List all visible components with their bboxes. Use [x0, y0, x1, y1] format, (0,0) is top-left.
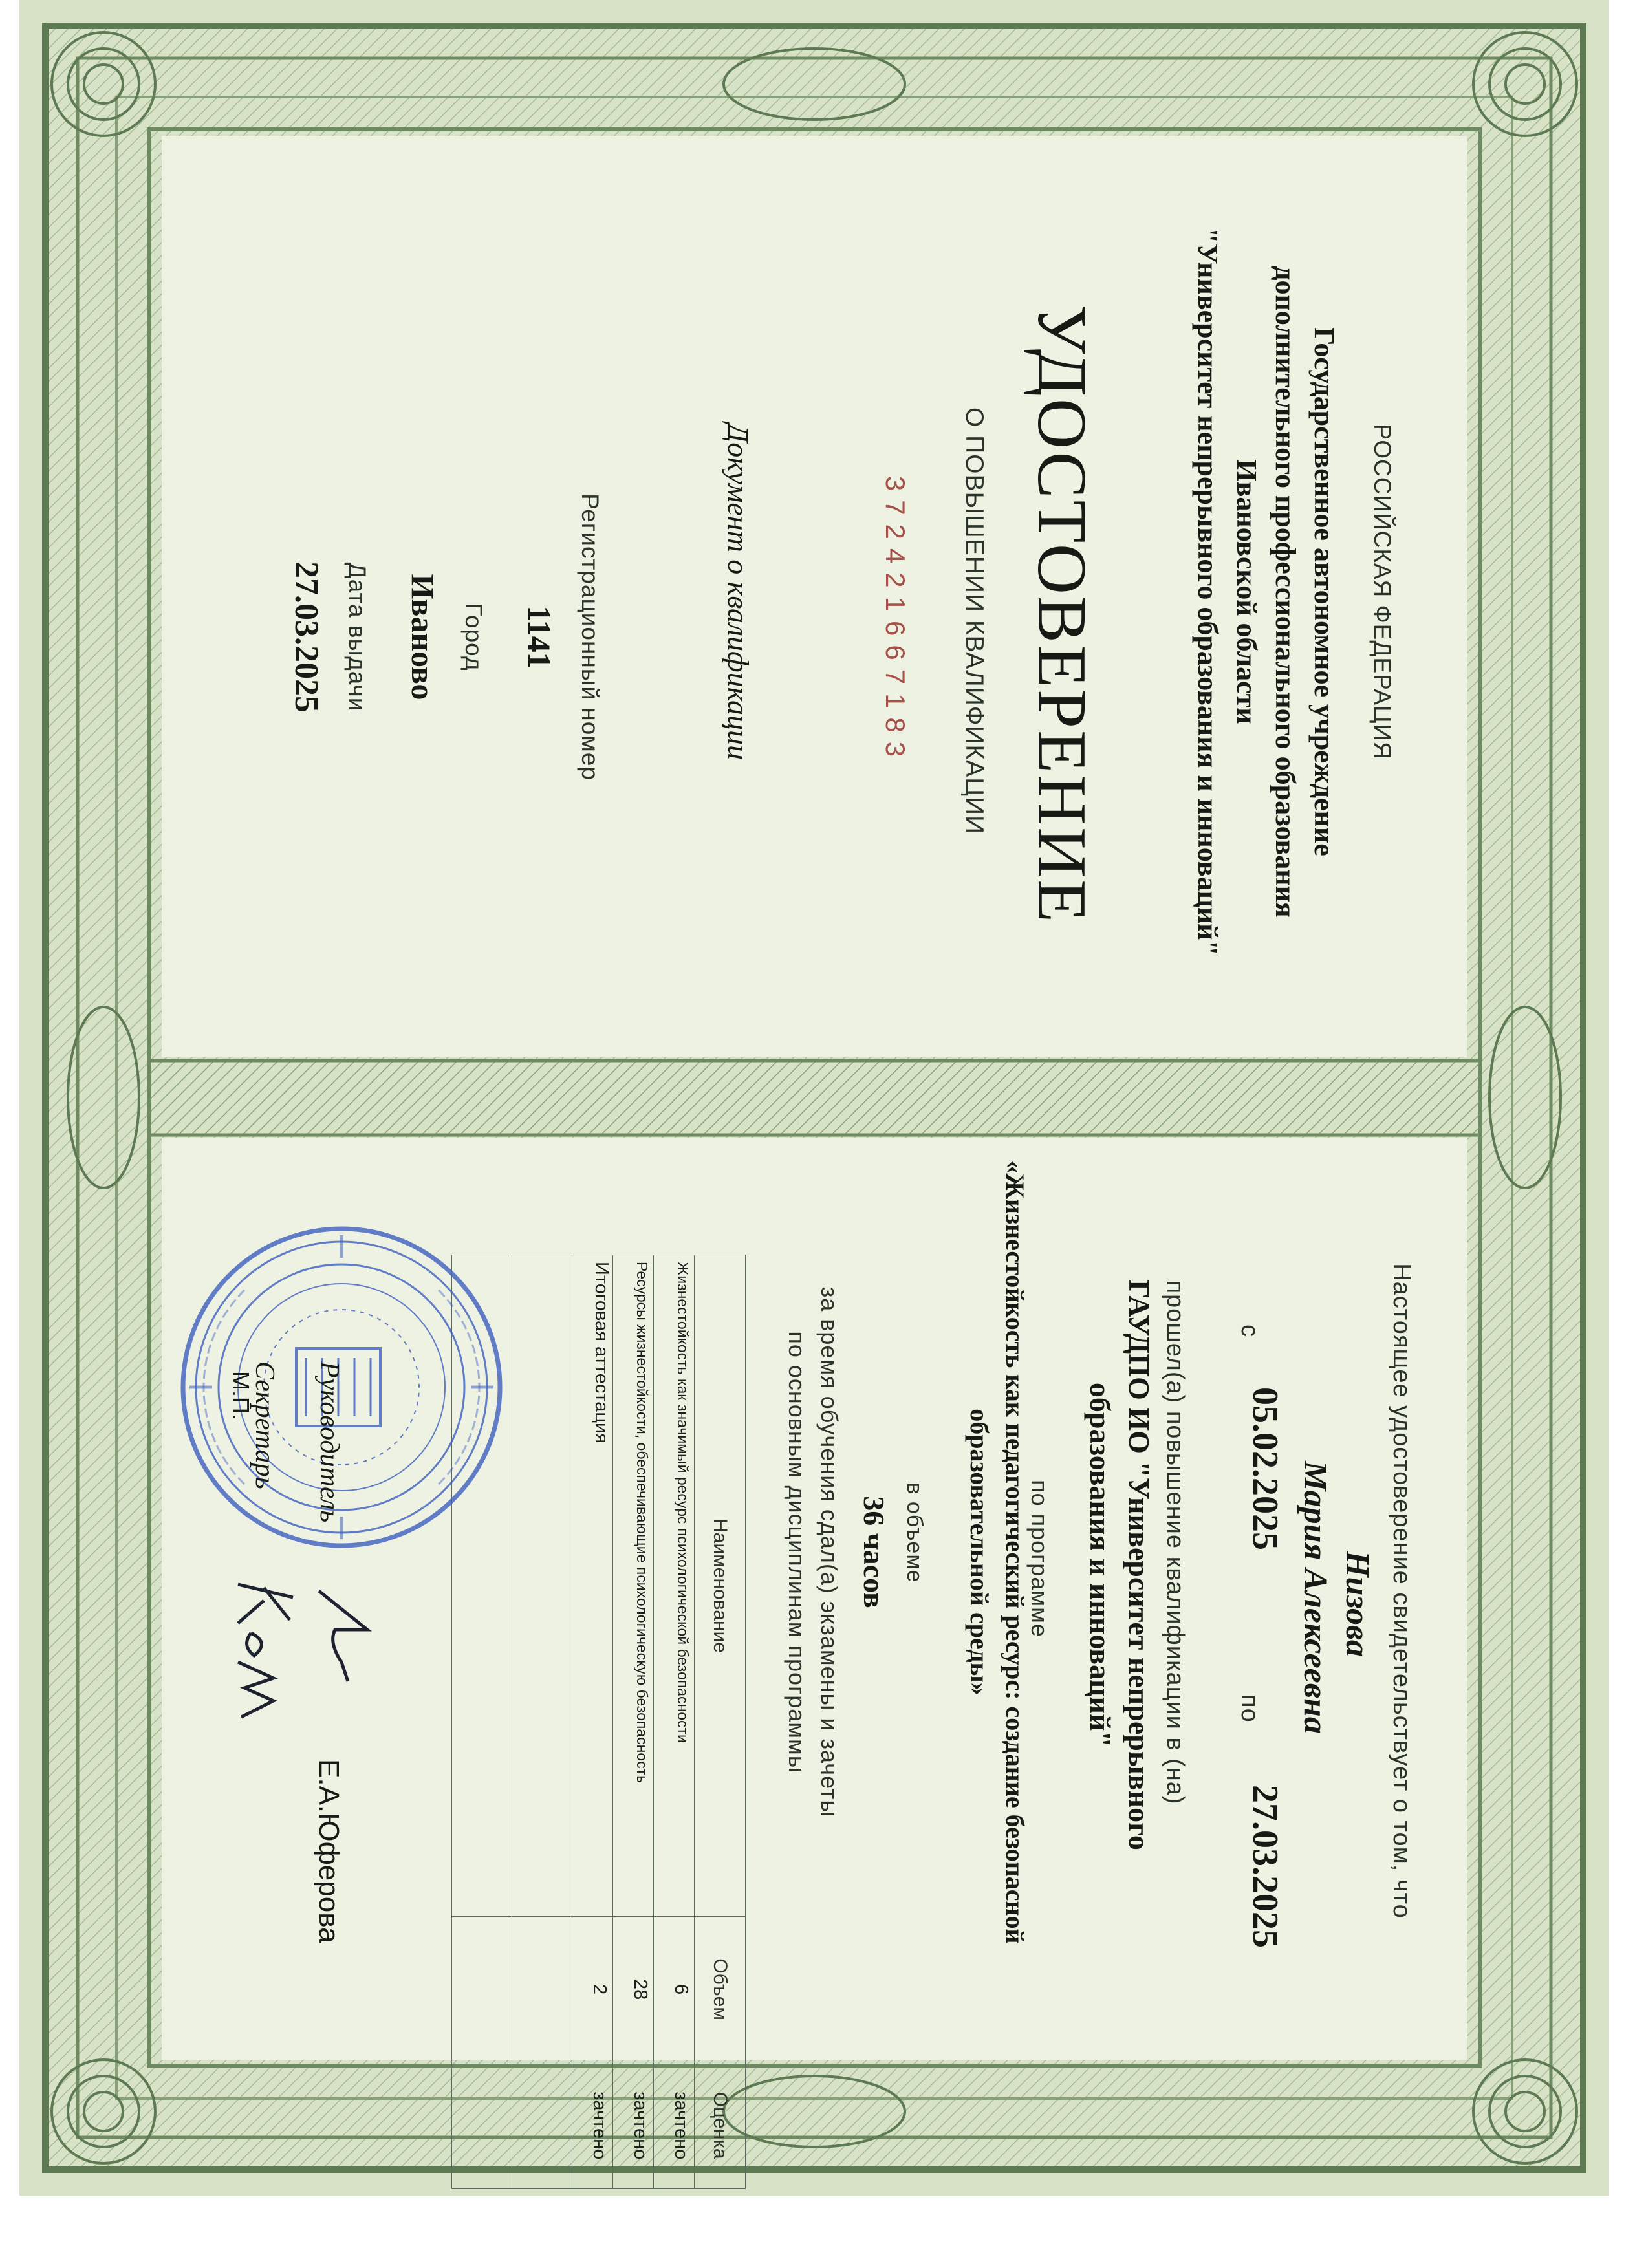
city-label: Город — [460, 603, 487, 671]
institution-line1: ГАУДПО ИО "Университет непрерывного — [1123, 1280, 1156, 1850]
registration-number: 1141 — [521, 605, 558, 669]
column-header-volume: Объем — [695, 1916, 746, 2062]
issue-date: 27.03.2025 — [288, 561, 325, 713]
course-grade: зачтено — [613, 2062, 654, 2189]
program-label: по программе — [1026, 1480, 1053, 1637]
program-line2: образовательной среды» — [965, 1409, 994, 1696]
column-header-grade: Оценка — [695, 2062, 746, 2189]
document-title: УДОСТОВЕРЕНИЕ — [1023, 304, 1100, 925]
course-volume: 2 — [572, 1916, 613, 2062]
institution-line2: образования и инноваций" — [1084, 1382, 1117, 1748]
org-name-line4: "Университет непрерывного образования и инноваций" — [1192, 228, 1224, 956]
column-header-name: Наименование — [695, 1255, 746, 1917]
table-row — [654, 1255, 695, 2189]
course-volume: 6 — [654, 1916, 695, 2062]
course-grade: зачтено — [654, 2062, 695, 2189]
course-name: Жизнестойкость как значимый ресурс психологической безопасности — [654, 1255, 695, 1917]
course-name: Ресурсы жизнестойкости, обеспечивающие психологическую безопасность — [613, 1255, 654, 1917]
program-line1: «Жизнестойкость как педагогический ресурс: создание безопасной — [1001, 1160, 1030, 1944]
exams-text-line1: за время обучения сдал(а) экзамены и зачеты — [816, 1286, 843, 1818]
document-kind: Документ о квалификации — [722, 423, 755, 761]
head-name: Е.А.Юферова — [313, 1759, 345, 1943]
table-row — [572, 1255, 613, 2189]
volume-label: в объеме — [902, 1482, 927, 1583]
table-row-empty — [512, 1255, 572, 2189]
holder-given-names: Мария Алексеевна — [1297, 1461, 1334, 1734]
course-grade: зачтено — [572, 2062, 613, 2189]
document-subtitle: О ПОВЫШЕНИИ КВАЛИФИКАЦИИ — [960, 407, 988, 835]
org-name-line3: Ивановской области — [1231, 459, 1262, 724]
city-name: Иваново — [405, 574, 441, 700]
exams-text-line2: по основным дисциплинам программы — [784, 1331, 810, 1773]
certificate-sheet — [19, 0, 1609, 2196]
country-label: РОССИЙСКАЯ ФЕДЕРАЦИЯ — [1369, 424, 1396, 760]
org-name-line1: Государственное автономное учреждение — [1308, 327, 1340, 856]
secretary-label: Секретарь — [250, 1361, 279, 1489]
passed-text: прошел(а) повышение квалификации в (на) — [1162, 1280, 1189, 1805]
course-name: Итоговая аттестация — [572, 1255, 613, 1917]
rotated-certificate-content — [19, 0, 1609, 2196]
course-volume: 28 — [613, 1916, 654, 2062]
date-from-label: с — [1236, 1324, 1263, 1337]
secretary-signature — [225, 1571, 309, 1740]
issue-date-label: Дата выдачи — [344, 562, 371, 712]
serial-number: 372421667183 — [880, 475, 911, 766]
table-row — [613, 1255, 654, 2189]
registration-label: Регистрационный номер — [577, 493, 603, 781]
intro-text: Настоящее удостоверение свидетельствует о том, что — [1388, 1263, 1415, 1919]
head-label: Руководитель — [314, 1361, 344, 1523]
head-signature — [309, 1584, 380, 1733]
date-to-label: по — [1236, 1694, 1263, 1723]
table-header-row — [695, 1255, 746, 2189]
date-to: 27.03.2025 — [1245, 1785, 1285, 1948]
hours-total: 36 часов — [858, 1496, 891, 1608]
date-from: 05.02.2025 — [1245, 1387, 1285, 1550]
org-name-line2: дополнительного профессионального образования — [1270, 266, 1301, 918]
stamp-place-mark: М.П. — [228, 1371, 254, 1420]
holder-surname: Низова — [1339, 1551, 1376, 1657]
